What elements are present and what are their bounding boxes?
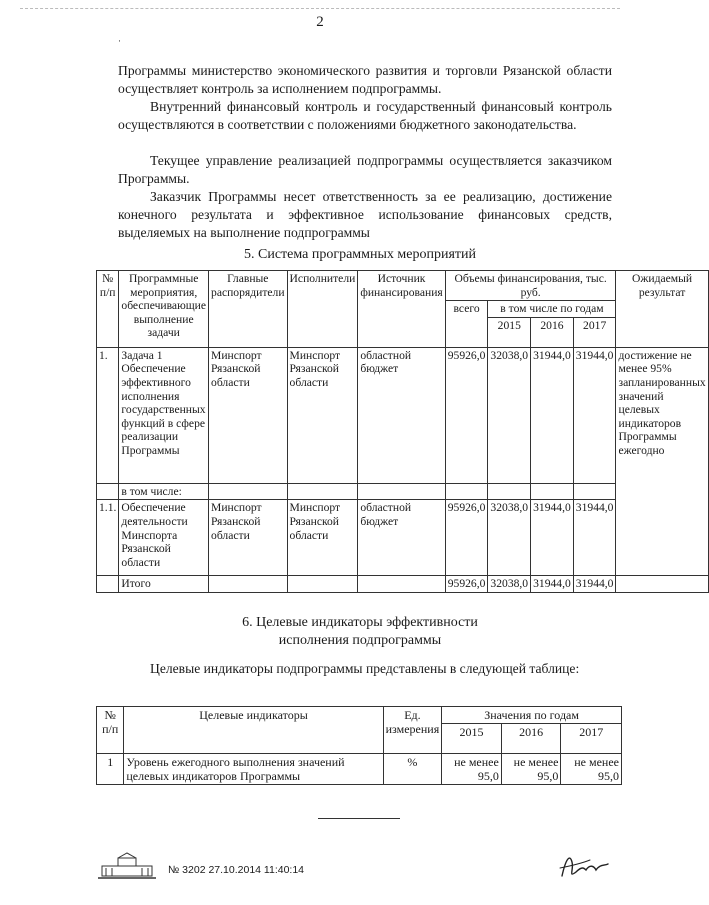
building-logo — [96, 852, 158, 880]
header-2017: 2017 — [573, 317, 616, 347]
header-result: Ожидаемый результат — [616, 271, 708, 348]
signature-image — [556, 848, 612, 882]
ind-row1-unit: % — [383, 754, 442, 785]
ind-header-indicators: Целевые индикаторы — [124, 707, 383, 754]
row11-manager: Минспорт Рязанской области — [209, 500, 288, 576]
paragraph-4: Заказчик Программы несет ответственность за ее реализацию, достижение конечного результата и эффективное использование финансовых средств, выделяемых на выполнение подпрограммы — [118, 189, 612, 240]
ind-header-2015: 2015 — [442, 724, 502, 754]
row11-total: 95926,0 — [445, 500, 488, 576]
header-source: Источник финансирования — [358, 271, 445, 348]
row11-executor: Минспорт Рязанской области — [287, 500, 358, 576]
document-info: № 3202 27.10.2014 11:40:14 — [168, 864, 305, 876]
row11-2017: 31944,0 — [573, 500, 616, 576]
ind-row1-2015: не менее 95,0 — [442, 754, 502, 785]
top-dashed-line — [20, 8, 620, 9]
ind-row1-2016: не менее 95,0 — [501, 754, 561, 785]
section6-title-line2: исполнения подпрограммы — [278, 633, 442, 648]
header-2016: 2016 — [531, 317, 574, 347]
margin-mark: · — [118, 36, 121, 46]
ind-header-num: № п/п — [97, 707, 124, 754]
table-row — [97, 347, 709, 483]
row1-2017: 31944,0 — [573, 347, 616, 483]
row1-source: областной бюджет — [358, 347, 445, 483]
section6-intro: Целевые индикаторы подпрограммы представлены в следующей таблице: — [150, 661, 580, 676]
paragraph-2: Внутренний финансовый контроль и государственный финансовый контроль осуществляются в соответствии с положениями бюджетного законодательства. — [118, 99, 612, 132]
ind-header-unit: Ед. измерения — [383, 707, 442, 754]
section5-title: 5. Система программных мероприятий — [243, 247, 477, 262]
row11-2015: 32038,0 — [488, 500, 531, 576]
paragraph-1: Программы министерство экономического развития и торговли Рязанской области осуществляет контроль за исполнением подпрограммы. — [118, 63, 612, 96]
header-executors: Исполнители — [287, 271, 358, 348]
table-row — [97, 576, 709, 593]
indicators-table — [96, 706, 622, 785]
total-2017: 31944,0 — [573, 576, 616, 593]
row1-num: 1. — [97, 347, 119, 483]
separator-line — [318, 818, 400, 819]
header-volumes: Объемы финансирования, тыс. руб. — [445, 271, 616, 301]
row1-executor: Минспорт Рязанской области — [287, 347, 358, 483]
row1-2016: 31944,0 — [531, 347, 574, 483]
ind-header-2016: 2016 — [501, 724, 561, 754]
row1-total: 95926,0 — [445, 347, 488, 483]
header-measures: Программные мероприятия, обеспечивающие выполнение задачи — [119, 271, 209, 348]
row1-measure: Задача 1 Обеспечение эффективного исполнения государственных функций в сфере реализации Программы — [119, 347, 209, 483]
ind-header-2017: 2017 — [561, 724, 622, 754]
row1-2015: 32038,0 — [488, 347, 531, 483]
measures-table — [96, 270, 709, 593]
section6-title-line1: 6. Целевые индикаторы эффективности — [242, 615, 478, 630]
header-by-years: в том числе по годам — [488, 301, 616, 318]
row11-2016: 31944,0 — [531, 500, 574, 576]
ind-header-values: Значения по годам — [442, 707, 622, 724]
row11-measure: Обеспечение деятельности Минспорта Рязанской области — [119, 500, 209, 576]
ind-row1-num: 1 — [97, 754, 124, 785]
table-row — [97, 754, 622, 785]
total-2015: 32038,0 — [488, 576, 531, 593]
including-label: в том числе: — [119, 483, 209, 500]
header-managers: Главные распорядители — [209, 271, 288, 348]
page-number: 2 — [316, 14, 324, 30]
header-2015: 2015 — [488, 317, 531, 347]
ind-row1-indicator: Уровень ежегодного выполнения значений целевых индикаторов Программы — [124, 754, 383, 785]
ind-row1-2017: не менее 95,0 — [561, 754, 622, 785]
paragraph-3: Текущее управление реализацией подпрограммы осуществляется заказчиком Программы. — [118, 153, 612, 186]
total-label: Итого — [119, 576, 209, 593]
row1-manager: Минспорт Рязанской области — [209, 347, 288, 483]
row11-num: 1.1. — [97, 500, 119, 576]
row1-result: достижение не менее 95% запланированных значений целевых индикаторов Программы ежегодно — [616, 347, 708, 576]
total-sum: 95926,0 — [445, 576, 488, 593]
total-2016: 31944,0 — [531, 576, 574, 593]
header-total: всего — [445, 301, 488, 348]
row11-source: областной бюджет — [358, 500, 445, 576]
header-num: № п/п — [97, 271, 119, 348]
